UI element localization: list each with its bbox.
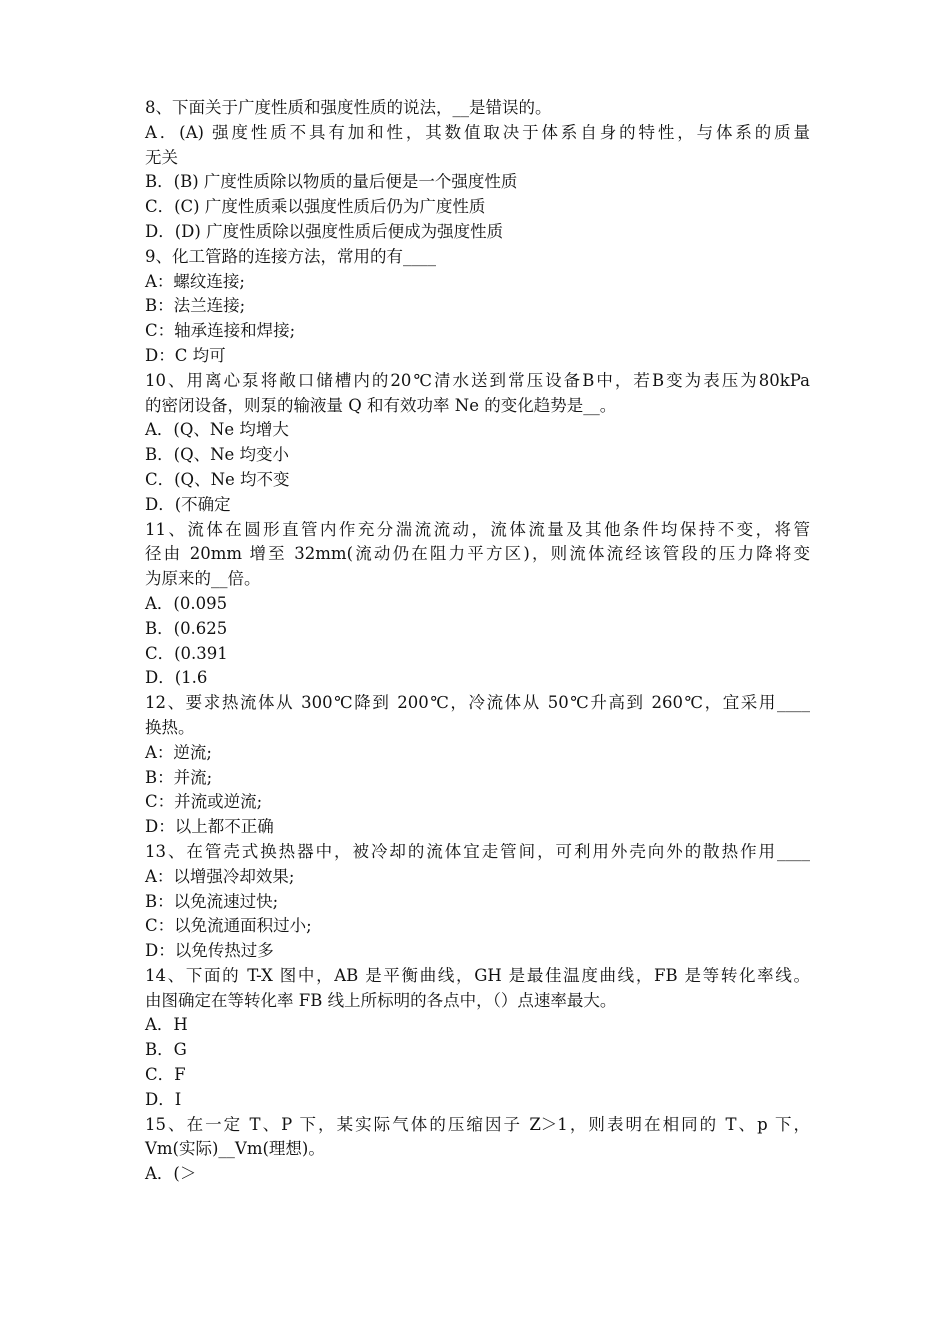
question-11-stem: 11、流体在圆形直管内作充分湍流流动，流体流量及其他条件均保持不变，将管 — [145, 519, 810, 539]
question-8-stem: 8、下面关于广度性质和强度性质的说法，__是错误的。 — [145, 98, 552, 117]
question-11-option-d: D．(1.6 — [145, 668, 208, 688]
question-13-option-d: D：以免传热过多 — [145, 941, 274, 961]
question-14-stem-cont: 由图确定在等转化率 FB 线上所标明的各点中，（）点速率最大。 — [145, 990, 617, 1010]
question-9-option-c: C：轴承连接和焊接; — [145, 321, 296, 341]
question-13-option-a: A：以增强冷却效果; — [145, 866, 295, 886]
question-11-stem-cont-1: 径由 20mm 增至 32mm(流动仍在阻力平方区)，则流体流经该管段的压力降将变 — [145, 544, 810, 564]
question-12-option-a: A：逆流; — [145, 742, 212, 762]
question-11-option-b: B．(0.625 — [145, 618, 228, 638]
question-11-option-c: C．(0.391 — [145, 643, 228, 663]
question-9-option-b: B：法兰连接; — [145, 296, 246, 316]
question-9-option-d: D：C 均可 — [145, 345, 226, 365]
question-12-stem-cont: 换热。 — [145, 717, 195, 737]
question-14-option-a: A．H — [145, 1015, 188, 1035]
question-12-stem: 12、要求热流体从 300℃降到 200℃，冷流体从 50℃升高到 260℃，宜采用____ — [145, 693, 810, 713]
question-10-stem-cont: 的密闭设备，则泵的输液量 Q 和有效功率 Ne 的变化趋势是__。 — [145, 395, 617, 415]
document-page — [145, 96, 810, 1187]
question-13-stem: 13、在管壳式换热器中，被冷却的流体宜走管间，可利用外壳向外的散热作用____ — [145, 841, 810, 861]
question-8-option-b: B．(B) 广度性质除以物质的量后便是一个强度性质 — [145, 172, 518, 192]
question-11-stem-cont-2: 为原来的__倍。 — [145, 569, 261, 589]
question-8-option-a-cont: 无关 — [145, 147, 178, 167]
question-14-option-d: D．I — [145, 1089, 182, 1109]
question-13-option-b: B：以免流速过快; — [145, 891, 279, 911]
question-9-stem: 9、化工管路的连接方法，常用的有____ — [145, 246, 436, 266]
question-15-stem-cont: Vm(实际)__Vm(理想)。 — [145, 1139, 325, 1159]
question-14-option-b: B．G — [145, 1040, 187, 1060]
question-15-option-a: A．(＞ — [145, 1164, 197, 1184]
question-8-option-c: C．(C) 广度性质乘以强度性质后仍为广度性质 — [145, 197, 486, 217]
question-10-option-b: B．(Q、Ne 均变小 — [145, 445, 290, 465]
question-14-option-c: C．F — [145, 1065, 186, 1085]
question-15-stem: 15、在一定 T、P 下，某实际气体的压缩因子 Z＞1，则表明在相同的 T、p 下， — [145, 1114, 810, 1134]
question-13-option-c: C：以免流通面积过小; — [145, 916, 312, 936]
question-12-option-d: D：以上都不正确 — [145, 817, 274, 837]
question-8-option-a: A．(A) 强度性质不具有加和性，其数值取决于体系自身的特性，与体系的质量 — [145, 122, 810, 142]
question-10-option-d: D．(不确定 — [145, 494, 231, 514]
question-10-option-c: C．(Q、Ne 均不变 — [145, 469, 290, 489]
question-9-option-a: A：螺纹连接; — [145, 271, 245, 291]
question-10-stem: 10、用离心泵将敞口储槽内的20℃清水送到常压设备B中，若B变为表压为80kPa — [145, 370, 810, 390]
question-12-option-c: C：并流或逆流; — [145, 792, 263, 812]
question-8-option-d: D．(D) 广度性质除以强度性质后便成为强度性质 — [145, 221, 504, 241]
question-10-option-a: A．(Q、Ne 均增大 — [145, 420, 289, 440]
question-12-option-b: B：并流; — [145, 767, 213, 787]
question-14-stem: 14、下面的 T-X 图中，AB 是平衡曲线，GH 是最佳温度曲线，FB 是等转化率线。 — [145, 965, 810, 985]
question-11-option-a: A．(0.095 — [145, 593, 228, 613]
